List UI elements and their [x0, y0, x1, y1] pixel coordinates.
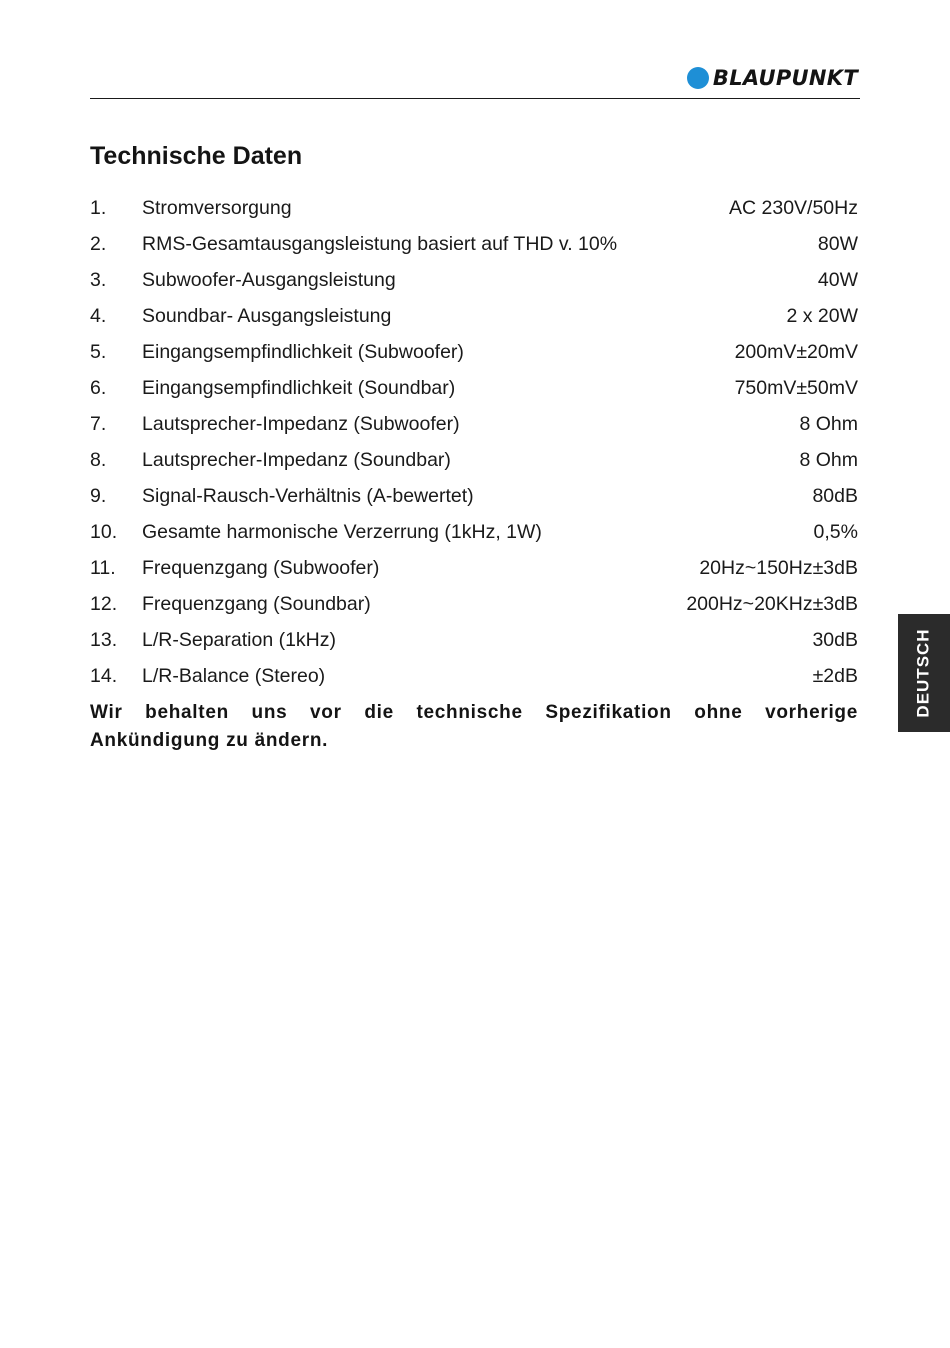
- spec-number: 14.: [90, 665, 118, 687]
- language-tab-label: DEUTSCH: [914, 628, 934, 718]
- spec-list: [90, 190, 860, 694]
- spec-label: L/R-Balance (Stereo): [142, 665, 326, 687]
- spec-label: Lautsprecher-Impedanz (Subwoofer): [142, 413, 460, 435]
- spec-label: RMS-Gesamtausgangsleistung basiert auf THD v. 10%: [142, 233, 618, 255]
- spec-value: 30dB: [812, 629, 858, 651]
- spec-value: 40W: [817, 269, 858, 291]
- spec-row: [90, 442, 860, 478]
- spec-value: 200mV±20mV: [734, 341, 858, 363]
- spec-number: 11.: [90, 557, 116, 579]
- spec-value: 80W: [817, 233, 858, 255]
- spec-label: Subwoofer-Ausgangsleistung: [142, 269, 396, 291]
- spec-value: 2 x 20W: [786, 305, 858, 327]
- spec-label: Eingangsempfindlichkeit (Subwoofer): [142, 341, 464, 363]
- spec-row: [90, 514, 860, 550]
- spec-number: 12.: [90, 593, 118, 615]
- spec-row: [90, 478, 860, 514]
- spec-row: [90, 262, 860, 298]
- spec-label: Soundbar- Ausgangsleistung: [142, 305, 392, 327]
- spec-number: 13.: [90, 629, 118, 651]
- page-header: [90, 60, 860, 99]
- spec-number: 8.: [90, 449, 107, 471]
- spec-label: Frequenzgang (Subwoofer): [142, 557, 380, 579]
- spec-row: [90, 370, 860, 406]
- spec-value: AC 230V/50Hz: [729, 197, 858, 219]
- spec-value: ±2dB: [812, 665, 858, 687]
- spec-row: [90, 586, 860, 622]
- spec-row: [90, 550, 860, 586]
- spec-row: [90, 226, 860, 262]
- brand-logo: [687, 66, 858, 90]
- language-tab: [898, 614, 950, 732]
- spec-value: 200Hz~20KHz±3dB: [686, 593, 858, 615]
- brand-name: BLAUPUNKT: [712, 66, 858, 90]
- spec-number: 3.: [90, 269, 107, 291]
- spec-label: L/R-Separation (1kHz): [142, 629, 336, 651]
- spec-row: [90, 622, 860, 658]
- spec-row: [90, 190, 860, 226]
- spec-number: 6.: [90, 377, 107, 399]
- spec-row: [90, 298, 860, 334]
- spec-number: 10.: [90, 521, 118, 543]
- brand-dot-icon: [687, 67, 709, 89]
- spec-value: 8 Ohm: [799, 413, 858, 435]
- spec-label: Stromversorgung: [142, 197, 292, 219]
- spec-value: 20Hz~150Hz±3dB: [699, 557, 858, 579]
- spec-label: Frequenzgang (Soundbar): [142, 593, 371, 615]
- spec-value: 750mV±50mV: [734, 377, 858, 399]
- spec-number: 5.: [90, 341, 107, 363]
- spec-number: 9.: [90, 485, 107, 507]
- page-title: Technische Daten: [90, 142, 303, 170]
- spec-number: 1.: [90, 197, 107, 219]
- spec-number: 2.: [90, 233, 107, 255]
- spec-label: Signal-Rausch-Verhältnis (A-bewertet): [142, 485, 474, 507]
- spec-value: 80dB: [812, 485, 858, 507]
- spec-label: Gesamte harmonische Verzerrung (1kHz, 1W): [142, 521, 542, 543]
- spec-value: 8 Ohm: [799, 449, 858, 471]
- spec-value: 0,5%: [813, 521, 858, 543]
- disclaimer-note: Wir behalten uns vor die technische Spezifikation ohne vorherige Ankündigung zu ändern.: [90, 702, 858, 751]
- spec-number: 4.: [90, 305, 107, 327]
- spec-number: 7.: [90, 413, 107, 435]
- spec-row: [90, 658, 860, 694]
- spec-row: [90, 406, 860, 442]
- spec-label: Eingangsempfindlichkeit (Soundbar): [142, 377, 456, 399]
- spec-label: Lautsprecher-Impedanz (Soundbar): [142, 449, 451, 471]
- spec-row: [90, 334, 860, 370]
